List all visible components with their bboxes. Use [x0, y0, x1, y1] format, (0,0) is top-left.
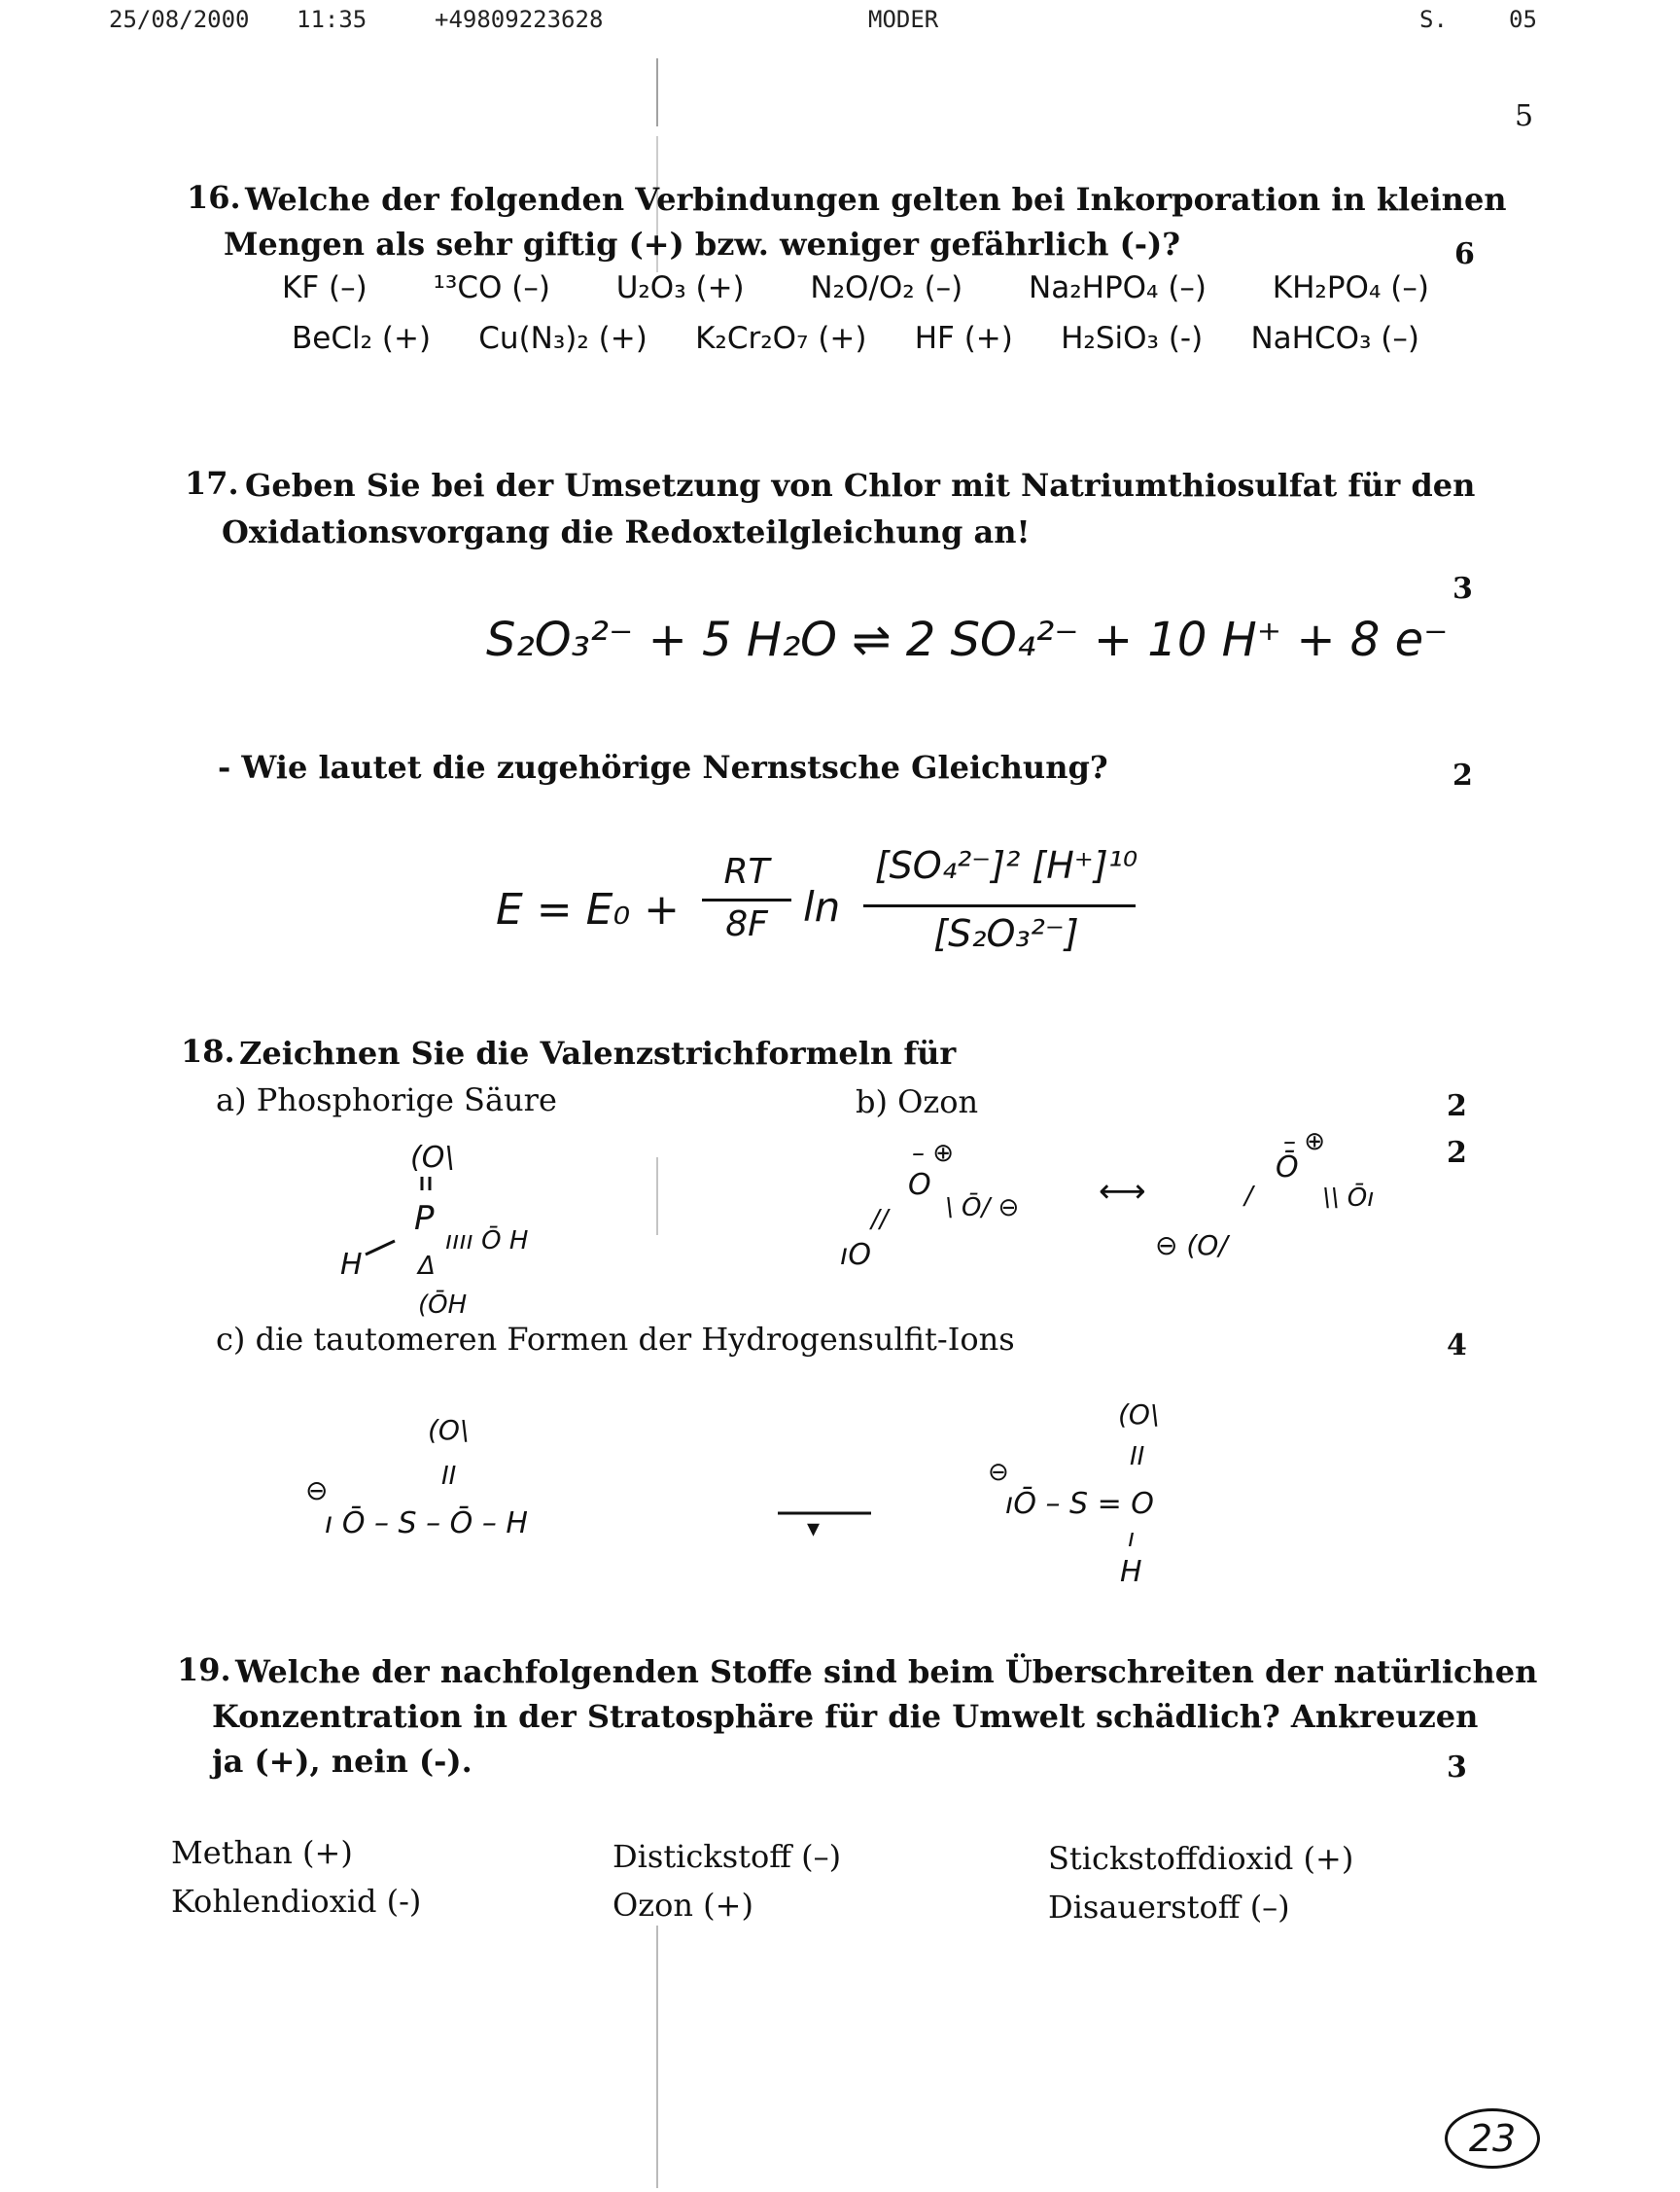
- q17-line2: Oxidationsvorgang die Redoxteilgleichung an!: [222, 513, 1031, 550]
- svg-text:\ Ō/ ⊖: \ Ō/ ⊖: [945, 1193, 1020, 1222]
- svg-text:ı: ı: [1128, 1524, 1136, 1553]
- circled-score: 23: [1445, 2108, 1540, 2169]
- q19-points: 3: [1447, 1750, 1467, 1785]
- nernst-frac-num: RT: [723, 852, 770, 892]
- ozone-resonance-structures: [836, 1128, 1400, 1274]
- q19-line2: Konzentration in der Stratosphäre für die Umwelt schädlich? Ankreuzen: [212, 1698, 1479, 1735]
- svg-text:\\ Ōı: \\ Ōı: [1322, 1184, 1375, 1213]
- q19-item: Distickstoff (–): [612, 1838, 842, 1875]
- svg-text://: //: [871, 1205, 889, 1234]
- svg-text:⟷: ⟷: [1099, 1172, 1146, 1211]
- q16-number: 16.: [187, 179, 241, 216]
- svg-text:(ŌH: (ŌH: [418, 1290, 468, 1320]
- svg-text:ı Ō – S – Ō – H: ı Ō – S – Ō – H: [325, 1506, 528, 1540]
- q19-line1: Welche der nachfolgenden Stoffe sind beim Überschreiten der natürlichen: [235, 1653, 1538, 1690]
- nernst-lhs: E = E₀ +: [496, 885, 680, 935]
- q16-points: 6: [1454, 237, 1475, 271]
- fax-page-number: 05: [1509, 6, 1537, 33]
- svg-text:(O\: (O\: [1118, 1398, 1160, 1431]
- compound: N₂O/O₂ (–): [810, 270, 963, 305]
- q19-item: Methan (+): [171, 1834, 353, 1871]
- compound: HF (+): [914, 321, 1013, 356]
- svg-text:⊖: ⊖: [988, 1458, 1009, 1487]
- fax-sender: MODER: [868, 6, 939, 33]
- fax-page-label: S.: [1419, 6, 1448, 33]
- compound: U₂O₃ (+): [615, 270, 745, 305]
- svg-text:H: H: [1120, 1555, 1142, 1589]
- q18-c-label: c) die tautomeren Formen der Hydrogensulfit-Ions: [216, 1321, 1015, 1358]
- svg-text:ıO: ıO: [840, 1238, 871, 1272]
- q18-number: 18.: [181, 1033, 235, 1070]
- fax-date: 25/08/2000: [109, 6, 250, 33]
- compound: KH₂PO₄ (–): [1272, 270, 1429, 305]
- fax-phone: +49809223628: [435, 6, 604, 33]
- q16-line1: Welche der folgenden Verbindungen gelten bei Inkorporation in kleinen: [245, 181, 1507, 218]
- q18-a-label: a) Phosphorige Säure: [216, 1081, 557, 1118]
- svg-text:(O\: (O\: [428, 1414, 470, 1446]
- q18-a-points: 2: [1447, 1089, 1467, 1123]
- svg-text:H: H: [340, 1248, 363, 1282]
- svg-text:O: O: [908, 1168, 931, 1202]
- svg-text:– ⊕: – ⊕: [1283, 1128, 1326, 1156]
- q17-number: 17.: [185, 465, 239, 502]
- nernst-main-bar: [863, 904, 1136, 907]
- q16-line2: Mengen als sehr giftig (+) bzw. weniger gefährlich (-)?: [224, 226, 1180, 263]
- nernst-denominator: [S₂O₃²⁻]: [933, 912, 1079, 955]
- svg-text:ıııı Ō H: ıııı Ō H: [445, 1226, 529, 1255]
- svg-text:▾: ▾: [807, 1514, 821, 1543]
- nernst-frac-bar: [702, 899, 791, 902]
- q16-compounds-row2: [292, 321, 1419, 356]
- compound: Cu(N₃)₂ (+): [478, 321, 648, 356]
- q18-b-points: 2: [1447, 1136, 1467, 1170]
- nernst-frac-den: 8F: [725, 904, 768, 944]
- svg-text:II: II: [441, 1462, 457, 1491]
- svg-text:ıŌ – S = O: ıŌ – S = O: [1005, 1487, 1154, 1521]
- svg-text:Ō: Ō: [1276, 1150, 1299, 1184]
- fax-time: 11:35: [297, 6, 368, 33]
- q16-compounds-row1: [282, 270, 1429, 305]
- q19-item: Ozon (+): [612, 1887, 753, 1924]
- compound: K₂Cr₂O₇ (+): [695, 321, 867, 356]
- q18-title: Zeichnen Sie die Valenzstrichformeln für: [239, 1035, 957, 1072]
- compound: ¹³CO (–): [433, 270, 550, 305]
- q17-handwritten-answer: S₂O₃²⁻ + 5 H₂O ⇌ 2 SO₄²⁻ + 10 H⁺ + 8 e⁻: [486, 613, 1449, 667]
- q18-c-points: 4: [1447, 1328, 1467, 1362]
- compound: NaHCO₃ (–): [1250, 321, 1419, 356]
- compound: H₂SiO₃ (-): [1061, 321, 1204, 356]
- q19-item: Disauerstoff (–): [1048, 1889, 1290, 1926]
- q19-item: Stickstoffdioxid (+): [1048, 1840, 1354, 1877]
- hydrogensulfite-tautomers: [292, 1391, 1264, 1605]
- q19-number: 19.: [177, 1651, 231, 1688]
- q19-line3: ja (+), nein (-).: [212, 1743, 472, 1780]
- q18-b-label: b) Ozon: [856, 1083, 979, 1120]
- q17-points: 3: [1452, 572, 1473, 606]
- svg-text:II: II: [1130, 1442, 1145, 1471]
- svg-text:(O\: (O\: [410, 1141, 455, 1175]
- page-number: 5: [1515, 99, 1534, 133]
- svg-text:– ⊕: – ⊕: [912, 1139, 955, 1168]
- q17-line1: Geben Sie bei der Umsetzung von Chlor mit Natriumthiosulfat für den: [245, 467, 1476, 504]
- compound: BeCl₂ (+): [292, 321, 432, 356]
- q17-nernst-points: 2: [1452, 759, 1473, 793]
- q19-item: Kohlendioxid (-): [171, 1883, 422, 1920]
- nernst-ln: ln: [803, 883, 841, 931]
- phosphorous-acid-structure: [321, 1128, 574, 1323]
- svg-text:⊖: ⊖: [305, 1474, 329, 1506]
- compound: KF (–): [282, 270, 368, 305]
- compound: Na₂HPO₄ (–): [1029, 270, 1208, 305]
- svg-text:Δ: Δ: [418, 1252, 436, 1281]
- nernst-numerator: [SO₄²⁻]² [H⁺]¹⁰: [874, 844, 1138, 887]
- svg-text:P: P: [414, 1199, 435, 1238]
- q17-nernst-question: - Wie lautet die zugehörige Nernstsche Gleichung?: [218, 749, 1108, 786]
- svg-text:/: /: [1244, 1182, 1253, 1211]
- svg-text:⊖ (O/: ⊖ (O/: [1155, 1229, 1228, 1261]
